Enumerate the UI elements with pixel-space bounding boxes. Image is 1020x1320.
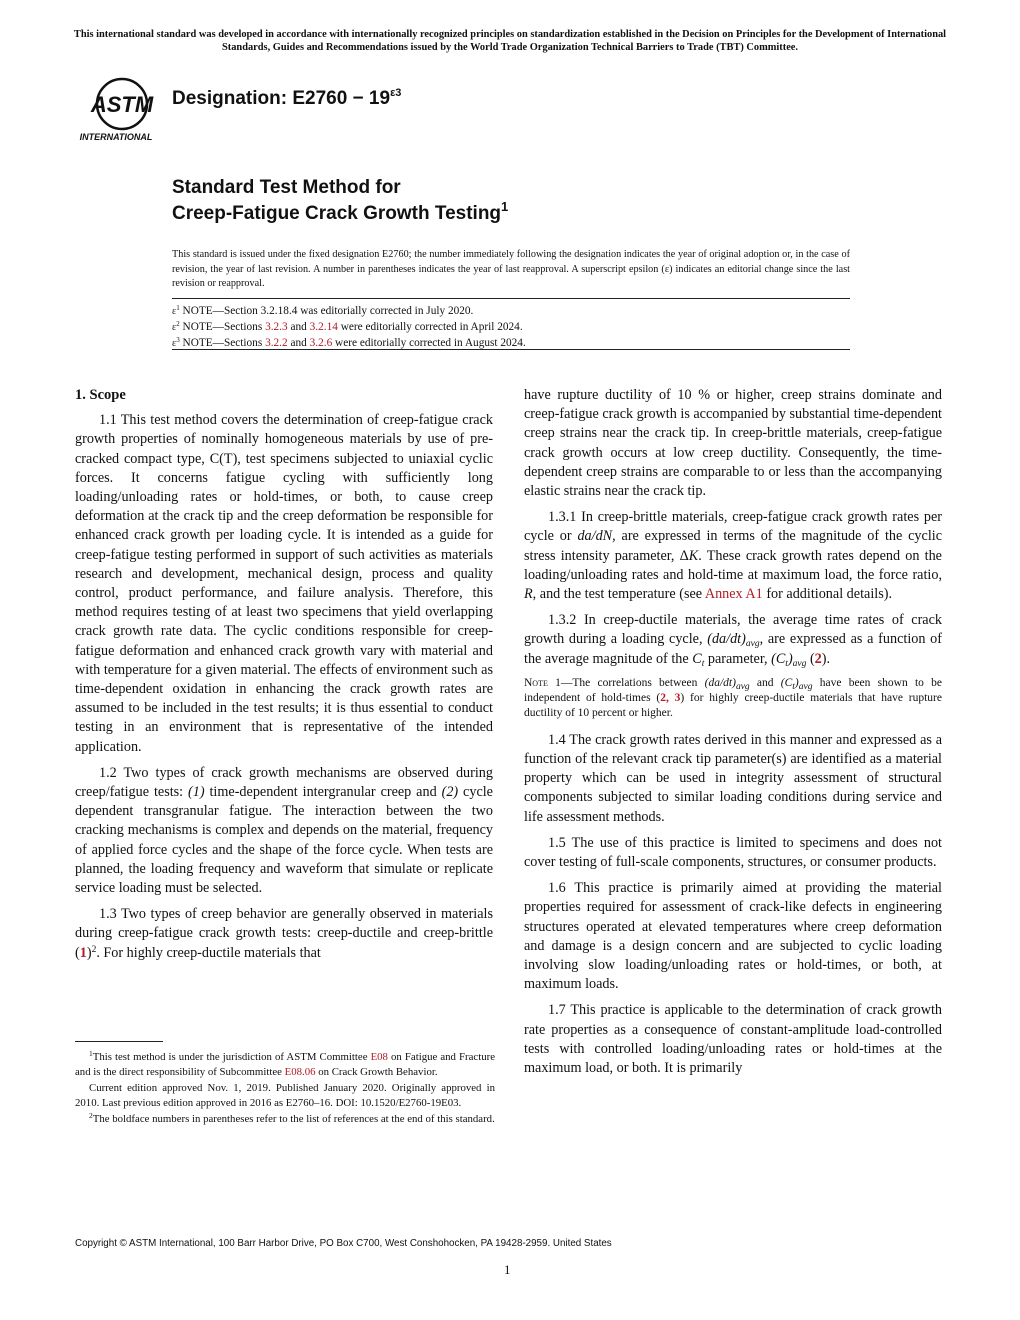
epsilon-note-3: $\varepsilon^3$ NOTE—Sections 3.2.2 and 3.2.6 were editorially corrected in August 2024.	[172, 336, 526, 349]
astm-logo	[76, 76, 162, 144]
logo-subtitle: INTERNATIONAL	[79, 132, 153, 142]
scope-heading: 1. Scope	[75, 387, 126, 403]
subcommittee-link[interactable]: E08.06	[284, 1065, 316, 1078]
reference-link[interactable]: 2	[660, 691, 666, 704]
designation-superscript: ε3	[390, 87, 402, 99]
copyright-notice: Copyright © ASTM International, 100 Barr Harbor Drive, PO Box C700, West Conshohocken, PA 19428-2959. United States	[75, 1238, 612, 1249]
title-footnote-mark: 1	[501, 199, 509, 214]
issue-note: This standard is issued under the fixed designation E2760; the number immediately following the designation indicates the year of original adoption or, in the case of revision, the year of last revision. A number in parentheses indicates the year of last reapproval. A superscript epsilon (ε) indicates an editorial change since the last revision or reapproval.	[172, 249, 850, 289]
paragraph-1-4: 1.4 The crack growth rates derived in this manner and expressed as a function of the relevant crack tip parameter(s) are identified as a material property which can be used in integrity assessment of structural components subjected to similar loading conditions during service and life assessment methods.	[524, 731, 942, 825]
document-title	[172, 175, 508, 228]
divider	[172, 349, 850, 350]
reference-link[interactable]: 2	[814, 650, 822, 667]
epsilon-note-2: $\varepsilon^2$ NOTE—Sections 3.2.3 and 3.2.14 were editorially corrected in April 2024.	[172, 320, 523, 333]
committee-link[interactable]: E08	[370, 1051, 388, 1063]
top-notice: This international standard was developed in accordance with internationally recognized principles on standardization established in the Decision on Principles for the Development of International Standards, Guides and Recommendations issued by the World Trade Organization Technical Barriers to Trade (TBT) Committee.	[73, 29, 947, 53]
logo-text: ASTM	[90, 92, 154, 117]
left-column	[75, 386, 493, 970]
reference-link[interactable]: 1	[79, 944, 87, 961]
paragraph-1-3-continued: have rupture ductility of 10 % or higher, creep strains dominate and creep-fatigue crack growth is accompanied by substantial time-dependent creep strains near the crack tip. In creep-brittle materials, creep-fatigue crack growth occurs at low creep ductility. Consequently, the time-dependent creep strains are comparable to or less than the accompanying elastic strains near the crack tip.	[524, 387, 942, 500]
paragraph-1-3-1: 1.3.1 In creep-brittle materials, creep-fatigue crack growth rates per cycle or da/dN, are expressed in terms of the magnitude of the cyclic stress intensity parameter, ΔK. These crack growth rates depend on the loading/unloading rates and hold-time at maximum load, the force ratio, R, and the test temperature (see Annex A1 for additional details).	[524, 509, 942, 603]
paragraph-1-2: 1.2 Two types of crack growth mechanisms are observed during creep/fatigue tests: (1) time-dependent intergranular creep and (2) cycle dependent transgranular fatigue. The interaction between the two cracking mechanisms is complex and depends on the material, frequency of applied force cycles and the shape of the force cycle. When tests are planned, the loading frequency and waveform that simulate or replicate service loading must be selected.	[75, 764, 493, 897]
paragraph-1-3: 1.3 Two types of creep behavior are generally observed in materials during creep-fatigue crack growth tests: creep-ductile and creep-brittle $(1)^2$. For highly creep-ductile materials that	[75, 906, 493, 961]
footnote-1: $^1$This test method is under the jurisdiction of ASTM Committee E08 on Fatigue and Fracture and is the direct responsibility of Subcommittee E08.06 on Crack Growth Behavior.	[75, 1049, 495, 1078]
divider	[172, 298, 850, 299]
paragraph-1-1: 1.1 This test method covers the determination of creep-fatigue crack growth properties of nominally homogeneous materials by use of pre-cracked compact type, C(T), test specimens subjected to uniaxial cyclic forces. It concerns fatigue cycling with sufficiently long loading/unloading rates or hold-times, or both, to cause creep deformation at the crack tip and the creep deformation be responsible for enhanced crack growth per loading cycle. It is intended as a guide for creep-fatigue testing performed in support of such activities as materials research and development, mechanical design, process and quality control, product performance, and failure analysis. Therefore, this method requires testing of at least two specimens that yield overlapping crack growth rate data. The cyclic conditions responsible for creep-fatigue deformation and enhanced crack growth vary with material and with temperature for a given material. The effects of environment such as time-dependent oxidation in enhancing the crack growth rates are assumed to be included in the test results; it is thus essential to conduct testing in an environment that is representative of the intended application.	[75, 412, 493, 755]
right-column	[524, 386, 942, 1085]
title-line-1: Standard Test Method for	[172, 177, 401, 198]
footnote-2: $^2$The boldface numbers in parentheses refer to the list of references at the end of this standard.	[89, 1111, 495, 1126]
designation-label: Designation: E2760 − 19	[172, 88, 391, 109]
annex-link[interactable]: Annex A1	[704, 586, 763, 603]
designation	[172, 88, 401, 110]
footnote-1-edition: Current edition approved Nov. 1, 2019. Published January 2020. Originally approved in 2010. Last previous edition approved in 2016 as E2760–16. DOI: 10.1520/E2760-19E03.	[75, 1082, 495, 1109]
reference-link[interactable]: 3	[674, 691, 681, 704]
paragraph-1-5: 1.5 The use of this practice is limited to specimens and does not cover testing of full-scale components, structures, or consumer products.	[524, 834, 942, 871]
page-number: 1	[504, 1262, 511, 1277]
paragraph-1-3-2: 1.3.2 In creep-ductile materials, the average time rates of crack growth during a loading cycle, $(da/dt)_{avg}$, are expressed as a function of the average magnitude of the $C_t$ parameter, $(C_t)_{avg}$ (2).	[524, 612, 942, 669]
epsilon-notes	[172, 304, 850, 352]
section-link[interactable]: 3.2.6	[309, 337, 333, 349]
section-link[interactable]: 3.2.2	[265, 337, 288, 349]
footnote-divider	[75, 1041, 163, 1042]
footnotes	[75, 1050, 495, 1129]
paragraph-1-6: 1.6 This practice is primarily aimed at providing the material properties required for assessment of crack-like defects in engineering structures operated at elevated temperatures where creep deformation and damage is a design concern and are subjected to cyclic loading involving slow loading/unloading rates or hold-times, or both, at maximum loads.	[524, 880, 942, 993]
note-1: Note 1—The correlations between $(da/dt)_{avg}$ and $(C_t)_{avg}$ have been shown to be independent of hold-times (2, 3) for highly creep-ductile materials that have rupture ductility of 10 percent or higher.	[524, 676, 943, 719]
title-line-2: Creep-Fatigue Crack Growth Testing$^1$	[172, 199, 509, 224]
section-link[interactable]: 3.2.14	[309, 321, 338, 333]
paragraph-1-7: 1.7 This practice is applicable to the determination of crack growth rate properties as a consequence of constant-amplitude load-controlled tests with controlled loading/unloading rates or hold-times at the maximum load, or both. It is primarily	[524, 1002, 942, 1077]
section-link[interactable]: 3.2.3	[265, 321, 288, 333]
epsilon-note-1: $\varepsilon^1$ NOTE—Section 3.2.18.4 was editorially corrected in July 2020.	[172, 304, 474, 317]
